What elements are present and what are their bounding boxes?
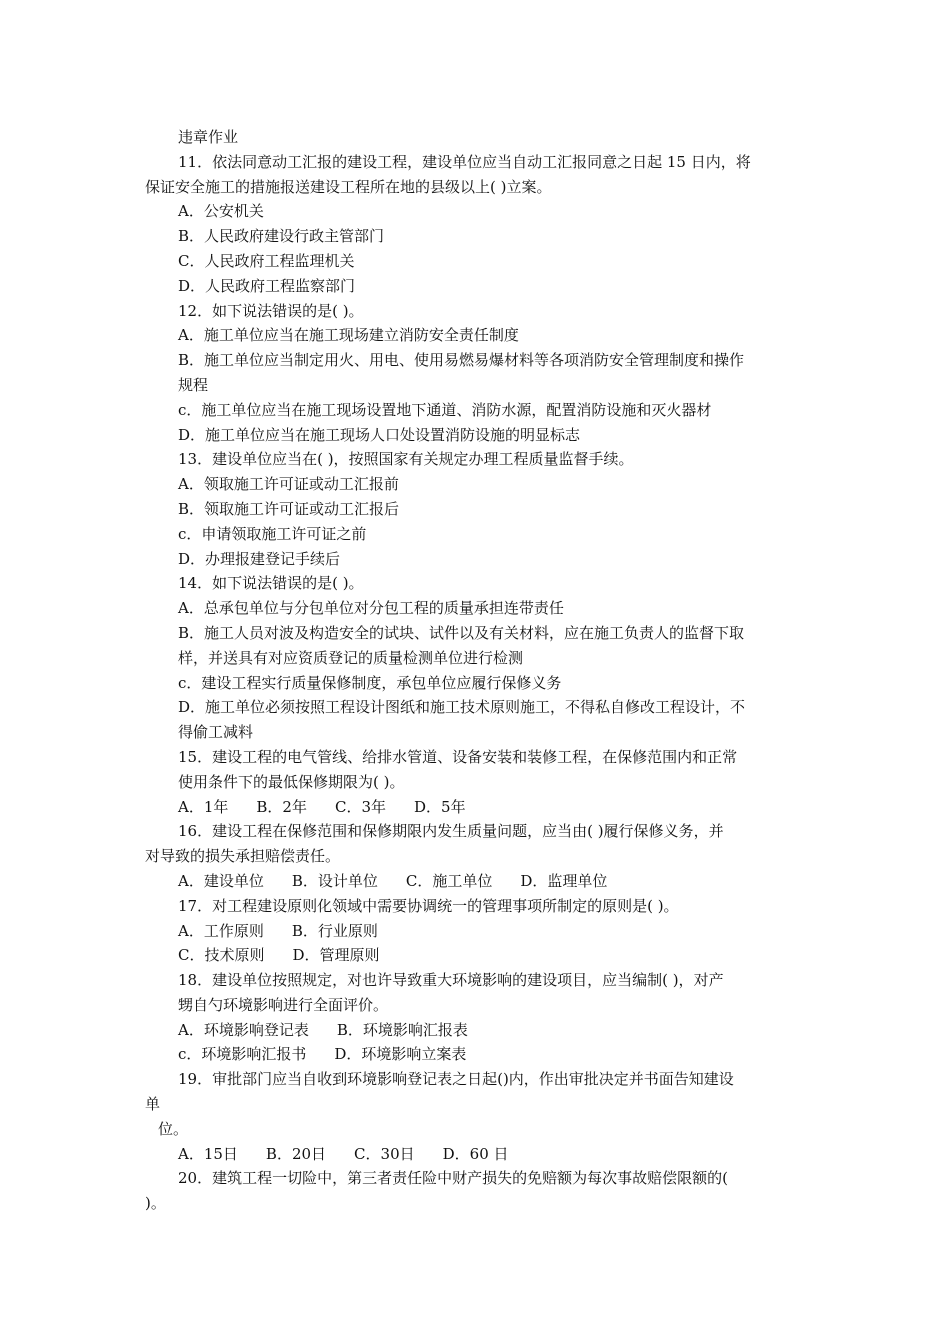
text-line: c．施工单位应当在施工现场设置地下通道、消防水源，配置消防设施和灭火器材 [178,400,712,419]
text-line: 位。 [158,1119,189,1138]
answer-option: A．1年 [178,797,229,816]
options-line [145,795,815,820]
text-line: 对导致的损失承担赔偿责任。 [145,847,341,866]
answer-option: c．环境影响汇报书 [178,1045,307,1064]
answer-option: B．20日 [265,1144,327,1163]
text-line: 样，并送具有对应资质登记的质量检测单位进行检测 [178,648,524,667]
text-line: D．办理报建登记手续后 [178,549,341,568]
answer-option: D．管理原则 [292,946,380,965]
text-line: B．领取施工许可证或动工汇报后 [178,499,400,518]
answer-option: D．环境影响立案表 [334,1045,467,1064]
answer-option: D．5年 [414,797,466,816]
text-line: B．施工单位应当制定用火、用电、使用易燃易爆材料等各项消防安全管理制度和操作 [178,351,745,370]
text-line: 11．依法同意动工汇报的建设工程，建设单位应当自动工汇报同意之日起 15 日内，将 [178,152,751,171]
text-line: 14．如下说法错误的是( )。 [178,574,364,593]
text-line: B．施工人员对波及构造安全的试块、试件以及有关材料，应在施工负责人的监督下取 [178,623,745,642]
text-line: A．总承包单位与分包单位对分包工程的质量承担连带责任 [178,599,564,618]
text-line: 15．建设工程的电气管线、给排水管道、设备安装和装修工程，在保修范围内和正常 [178,747,738,766]
answer-option: B．行业原则 [291,921,378,940]
text-line: 12．如下说法错误的是( )。 [178,301,364,320]
options-line [145,1018,815,1043]
options-line [145,1142,815,1167]
text-line: 16．建设工程在保修范围和保修期限内发生质量问题，应当由( )履行保修义务，并 [178,822,724,841]
text-line: D．人民政府工程监察部门 [178,276,356,295]
document-body [145,125,815,1216]
answer-option: A．环境影响登记表 [178,1020,309,1039]
answer-option: C．施工单位 [405,871,493,890]
text-line: )。 [145,1194,166,1213]
text-line: 保证安全施工的措施报送建设工程所在地的县级以上( )立案。 [145,177,552,196]
text-line: C．人民政府工程监理机关 [178,251,355,270]
text-line: A．施工单位应当在施工现场建立消防安全责任制度 [178,326,519,345]
text-line: D．施工单位必须按照工程设计图纸和施工技术原则施工，不得私自修改工程设计，不 [178,698,746,717]
text-line: c．申请领取施工许可证之前 [178,524,367,543]
answer-option: D．监理单位 [520,871,608,890]
answer-option: B．环境影响汇报表 [336,1020,468,1039]
options-line [145,943,815,968]
text-line: 得偷工减料 [178,723,254,742]
text-line: 违章作业 [178,128,239,146]
text-line: 单 [145,1095,161,1114]
text-line: 20．建筑工程一切险中，第三者责任险中财产损失的免赔额为每次事故赔偿限额的( [178,1169,728,1188]
text-line: 13．建设单位应当在( )，按照国家有关规定办理工程质量监督手续。 [178,450,634,469]
text-line: D．施工单位应当在施工现场人口处设置消防设施的明显标志 [178,425,581,444]
text-line: 规程 [178,375,209,394]
text-line: 使用条件下的最低保修期限为( )。 [178,772,405,791]
answer-option: A．15日 [178,1144,238,1163]
text-line: B．人民政府建设行政主管部门 [178,227,385,246]
text-line: 甥自勺环境影响进行全面评价。 [178,995,389,1014]
text-line: A．领取施工许可证或动工汇报前 [178,475,399,494]
options-line [145,919,815,944]
text-line: 18．建设单位按照规定，对也许导致重大环境影响的建设项目，应当编制( )，对产 [178,971,724,990]
options-line [145,1042,815,1067]
answer-option: C．3年 [334,797,386,816]
answer-option: B．设计单位 [291,871,378,890]
text-line: 19．审批部门应当自收到环境影响登记表之日起()内，作出审批决定并书面告知建设 [178,1070,734,1089]
answer-option: C．30日 [354,1144,415,1163]
options-line [145,869,815,894]
text-line: 17．对工程建设原则化领域中需要协调统一的管理事项所制定的原则是( )。 [178,896,679,915]
answer-option: D．60 日 [442,1144,509,1163]
answer-option: B．2年 [256,797,307,816]
text-line: A．公安机关 [178,202,264,221]
answer-option: A．建设单位 [178,871,264,890]
text-line: c．建设工程实行质量保修制度，承包单位应履行保修义务 [178,673,562,692]
answer-option: C．技术原则 [178,946,265,965]
answer-option: A．工作原则 [178,921,264,940]
